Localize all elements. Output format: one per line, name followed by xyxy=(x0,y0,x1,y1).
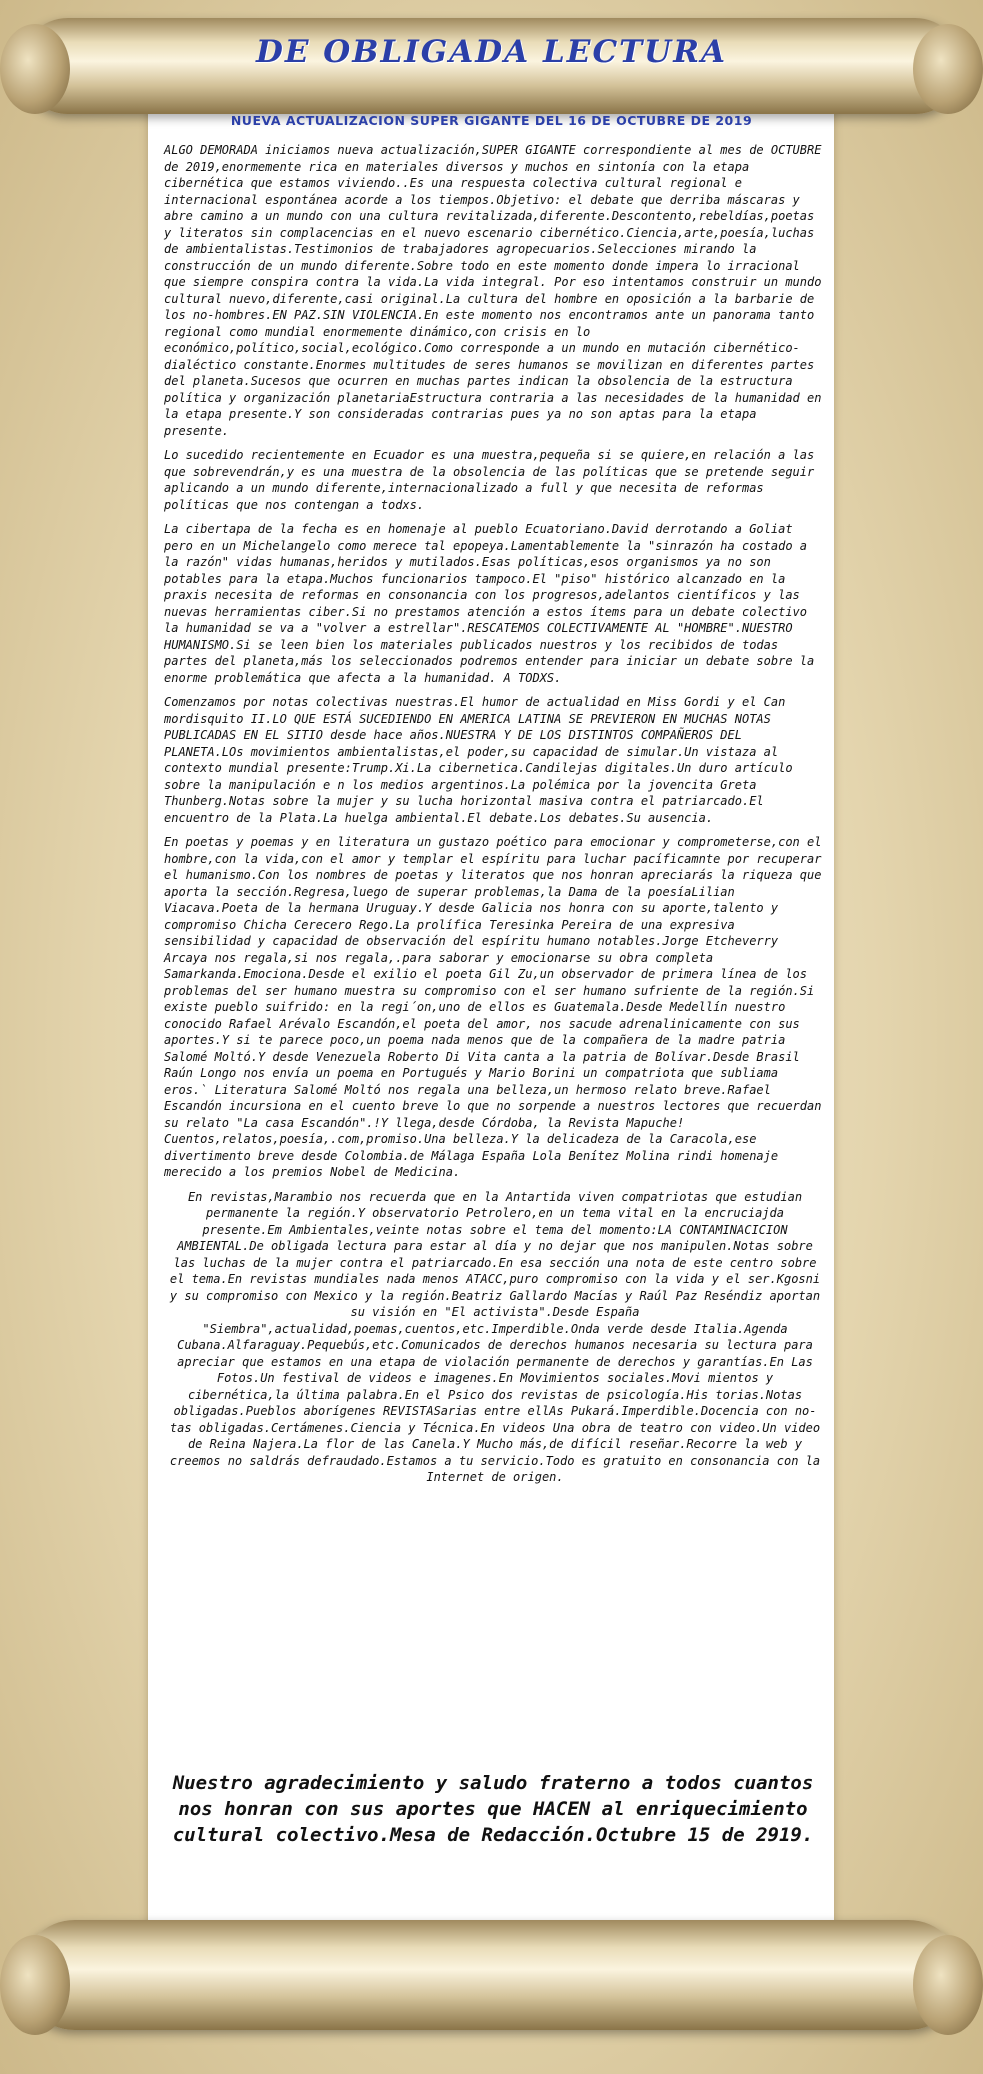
article-body xyxy=(164,142,826,1494)
paragraph-intro: ALGO DEMORADA iniciamos nueva actualización,SUPER GIGANTE correspondiente al mes de OCTUBRE de 2019,enormemente rica en materiales diversos y muchos en sintonía con la etapa cibernética que estamos viviendo..Es una respuesta colectiva cultural regional e internacional espontánea acorde a los tiempos.Objetivo: el debate que derriba máscaras y abre camino a un mundo con una cultura revitalizada,diferente.Descontento,rebeldías,poetas y literatos sin complacencias en el nuevo escenario cibernético.Ciencia,arte,poesía,luchas de ambientalistas.Testimonios de trabajadores agropecuarios.Selecciones mirando la construcción de un mundo diferente.Sobre todo en este momento donde impera lo irracional que siempre conspira contra la vida.La vida integral. Por eso intentamos construir un mundo cultural nuevo,diferente,casi original.La cultura del hombre en oposición a la barbarie de los no-hombres.EN PAZ.SIN VIOLENCIA.En este momento nos encontramos ante un panorama tanto regional como mundial enormemente dinámico,con crisis en lo económico,político,social,ecológico.Como corresponde a un mundo en mutación cibernético-dialéctico constante.Enormes multitudes de seres humanos se movilizan en diferentes partes del planeta.Sucesos que ocurren en muchas partes indican la obsolencia de la estructura política y organización planetariaEstructura contraria a las necesidades de la humanidad en la etapa presente.Y son consideradas contrarias pues ya no son aptas para la etapa presente. xyxy=(164,143,822,438)
paragraph-cibertapa: La cibertapa de la fecha es en homenaje al pueblo Ecuatoriano.David derrotando a Goliat pero en un Michelangelo como merece tal epopeya.Lamentablemente la "sinrazón ha costado a la razón" vidas humanas,heridos y mutilados.Esas políticas,esos organismos ya no son potables para la etapa.Muchos funcionarios tampoco.El "piso" histórico alcanzado en la praxis necesita de reformas en consonancia con los progresos,adelantos científicos y las nuevas herramientas ciber.Si no prestamos atención a estos ítems para un debate colectivo la humanidad se va a "volver a estrellar".RESCATEMOS COLECTIVAMENTE AL "HOMBRE".NUESTRO HUMANISMO.Si se leen bien los materiales publicados nuestros y los recibidos de todas partes del planeta,más los seleccionados podremos entender para iniciar un debate sobre la enorme problemática que afecta a la humanidad. A TODXS. xyxy=(164,522,815,685)
paragraph-poetas: En poetas y poemas y en literatura un gustazo poético para emocionar y comprometerse,con el hombre,con la vida,con el amor y templar el espíritu para luchar pacíficamnte por recuperar el humanismo.Con los nombres de poetas y literatos que nos honran apreciarás la riqueza que aporta la sección.Regresa,luego de superar problemas,la Dama de la poesíaLilian Viacava.Poeta de la hermana Uruguay.Y desde Galicia nos honra con su aporte,talento y compromiso Chicha Cerecero Rego.La prolífica Teresinka Pereira de una expresiva sensibilidad y capacidad de observación del espíritu humano notables.Jorge Etcheverry Arcaya nos regala,si nos regala,.para saborar y emocionarse su obra completa Samarkanda.Emociona.Desde el exilio el poeta Gil Zu,un observador de primera línea de los problemas del ser humano muestra su compromiso con el ser humano sufriente de la región.Si existe pueblo suifrido: en la regi´on,uno de ellos es Guatemala.Desde Medellín nuestro conocido Rafael Arévalo Escandón,el poeta del amor, nos sacude adrenalinicamente con sus aportes.Y si te parece poco,un poema nada menos que de la compañera de la madre patria Salomé Moltó.Y desde Venezuela Roberto Di Vita canta a la patria de Bolívar.Desde Brasil Raún Longo nos envía un poema en Portugués y Mario Borini un compatriota que subliama eros.` Literatura Salomé Moltó nos regala una belleza,un hermoso relato breve.Rafael Escandón incursiona en el cuento breve lo que no sorpende a nuestros lectores que recuerdan su relato "La casa Escandón".!Y llega,desde Córdoba, la Revista Mapuche! Cuentos,relatos,poesía,.com,promiso.Una belleza.Y la delicadeza de la Caracola,ese divertimento breve desde Colombia.de Málaga España Lola Benítez Molina rindi homenaje merecido a los premios Nobel de Medicina. xyxy=(164,835,822,1179)
scroll-rod-end-bottom-left xyxy=(0,1935,70,2035)
paragraph-revistas: En revistas,Marambio nos recuerda que en la Antartida viven compatriotas que estudian permanente la región.Y observatorio Petrolero,en un tema vital en la encruciajda presente.Em Ambientales,veinte notas sobre el tema del momento:LA CONTAMINACICION AMBIENTAL.De obligada lectura para estar al día y no dejar que nos manipulen.Notas sobre las luchas de la mujer contra el patriarcado.En esa sección una nota de este centro sobre el tema.En revistas mundiales nada menos ATACC,puro compromiso con la vida y el ser.Kgosni y su compromiso con Mexico y la región.Beatriz Gallardo Macías y Raúl Paz Reséndiz aportan su visión en "El activista".Desde España "Siembra",actualidad,poemas,cuentos,etc.Imperdible.Onda verde desde Italia.Agenda Cubana.Alfaraguay.Pequebús,etc.Comunicados de derechos humanos necesaria su lectura para apreciar que estamos en una etapa de violación permanente de derechos y garantías.En Las Fotos.Un festival de videos e imagenes.En Movimientos sociales.Movi mientos y cibernética,la última palabra.En el Psico dos revistas de psicología.His torias.Notas obligadas.Pueblos aborígenes REVISTASarias entre ellAs Pukará.Imperdible.Docencia con no-tas obligadas.Certámenes.Ciencia y Técnica.En videos Una obra de teatro con video.Un video de Reina Najera.La flor de las Canela.Y Mucho más,de difícil reseñar.Recorre la web y creemos no saldrás defraudado.Estamos a tu servicio.Todo es gratuito en consonancia con la Internet de origen. xyxy=(169,1189,821,1484)
paragraph-notas-colectivas: Comenzamos por notas colectivas nuestras.El humor de actualidad en Miss Gordi y el Can mordisquito II.LO QUE ESTÁ SUCEDIENDO EN AMERICA LATINA SE PREVIERON EN MUCHAS NOTAS PUBLICADAS EN EL SITIO desde hace años.NUESTRA Y DE LOS DISTINTOS COMPAÑEROS DEL PLANETA.LOs movimientos ambientalistas,el poder,su capacidad de simular.Un vistaza al contexto mundial presente:Trump.Xi.La cibernetica.Candilejas digitales.Un duro artículo sobre la manipulación e n los medios argentinos.La polémica por la jovencita Greta Thunberg.Notas sobre la mujer y su lucha horizontal masiva contra el patriarcado.El encuentro de la Plata.La huelga ambiental.El debate.Los debates.Su ausencia. xyxy=(164,695,793,825)
page-title: DE OBLIGADA LECTURA xyxy=(255,34,728,70)
scroll-rod-end-bottom-right xyxy=(913,1935,983,2035)
scroll-bottom-rod xyxy=(20,1920,963,2030)
page-subtitle: NUEVA ACTUALIZACION SUPER GIGANTE DEL 16 DE OCTUBRE DE 2019 xyxy=(230,113,753,128)
closing-message: Nuestro agradecimiento y saludo fraterno a todos cuantos nos honran con sus aportes que HACEN al enriquecimiento cultural colectivo.Mesa de Redacción.Octubre 15 de 2919. xyxy=(172,1772,814,1846)
paragraph-ecuador: Lo sucedido recientemente en Ecuador es una muestra,pequeña si se quiere,en relación a las que sobrevendrán,y es una muestra de la obsolencia de las políticas que se pretende seguir aplicando a un mundo diferente,internacionalizado a full y que necesita de reformas políticas que nos contengan a todxs. xyxy=(164,448,815,512)
